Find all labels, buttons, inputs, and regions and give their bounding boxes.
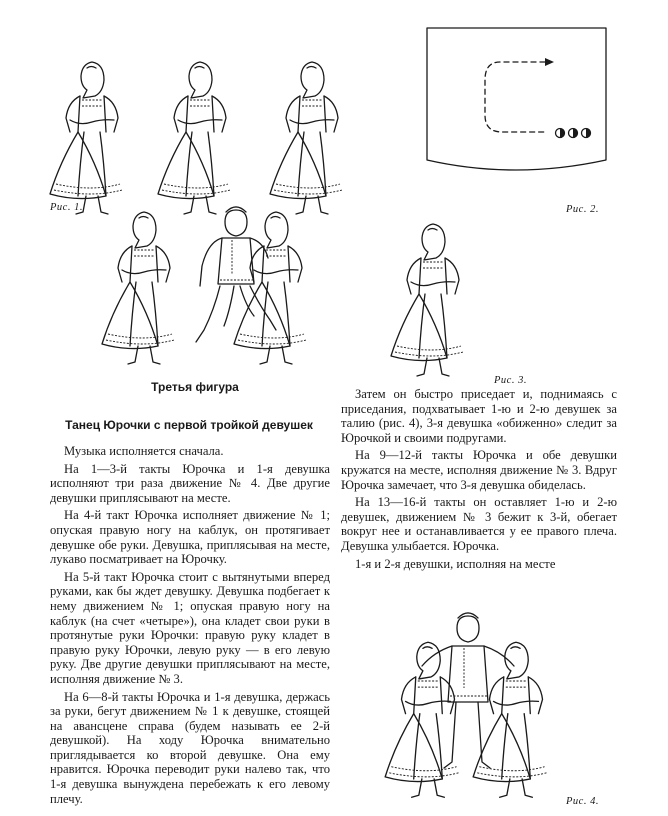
paragraph: Музыка исполняется сначала. <box>64 444 224 458</box>
paragraph: На 9—12-й такты Юрочка и обе девушки кружатся на месте, исполняя движение № 3. Вдруг Юрочка замечает, что 3-я девушка обиделась. <box>341 448 617 492</box>
paragraph: На 5-й такт Юрочка стоит с вытянутыми вперед руками, как бы ждет девушку. Девушка подбегает к нему движением № 1; опуская правую ногу на каблук (на счет «четыре»), она кладет свои руки в протянутые руки Юрочки: правую руку кладет в правую руку Юрочки, левую руку — в его левую руку. Две другие девушки приплясывают на месте, исполняя движение № 3. <box>50 569 330 686</box>
paragraph: Затем он быстро приседает и, поднимаясь с приседания, подхватывает 1-ю и 2-ю девушек за талию (рис. 4), 3-я девушка «обиженно» следит за Юрочкой и своими подругами. <box>341 387 617 445</box>
fig3-caption: Рис. 3. <box>494 375 527 386</box>
dance-heading: Танец Юрочки с первой тройкой девушек <box>65 418 313 432</box>
fig1-caption: Рис. 1. <box>50 202 83 213</box>
fig4-caption: Рис. 4. <box>566 796 599 807</box>
paragraph: На 1—3-й такты Юрочка и 1-я девушка исполняют три раза движение № 4. Две другие девушки приплясывают на месте. <box>50 461 330 505</box>
paragraph: 1-я и 2-я девушки, исполняя на месте <box>355 556 556 571</box>
paragraph: На 4-й такт Юрочка исполняет движение № 1; опуская правую ногу на каблук, он протягивает девушке обе руки. Девушка, приплясывая на месте, лукаво посматривает на Юрочку. <box>50 508 330 567</box>
paragraph: На 13—16-й такты он оставляет 1-ю и 2-ю девушек, движением № 3 бежит к 3-й, обегает вокруг нее и останавливается у ее правого плеча. Девушка улыбается. Юрочка. <box>341 495 617 553</box>
figure-heading: Третья фигура <box>151 380 239 394</box>
paragraph: На 6—8-й такты Юрочка и 1-я девушка, держась за руки, бегут движением № 1 к девушке, стоящей на авансцене справа (будем называть ее 2-й девушкой). На ходу Юрочка внимательно приглядывается ко второй девушке. Она ему нравится. Юрочка переводит руки налево так, что 1-я девушка вынуждена перебежать к его левому плечу. <box>50 689 330 806</box>
fig2-caption: Рис. 2. <box>566 204 599 215</box>
